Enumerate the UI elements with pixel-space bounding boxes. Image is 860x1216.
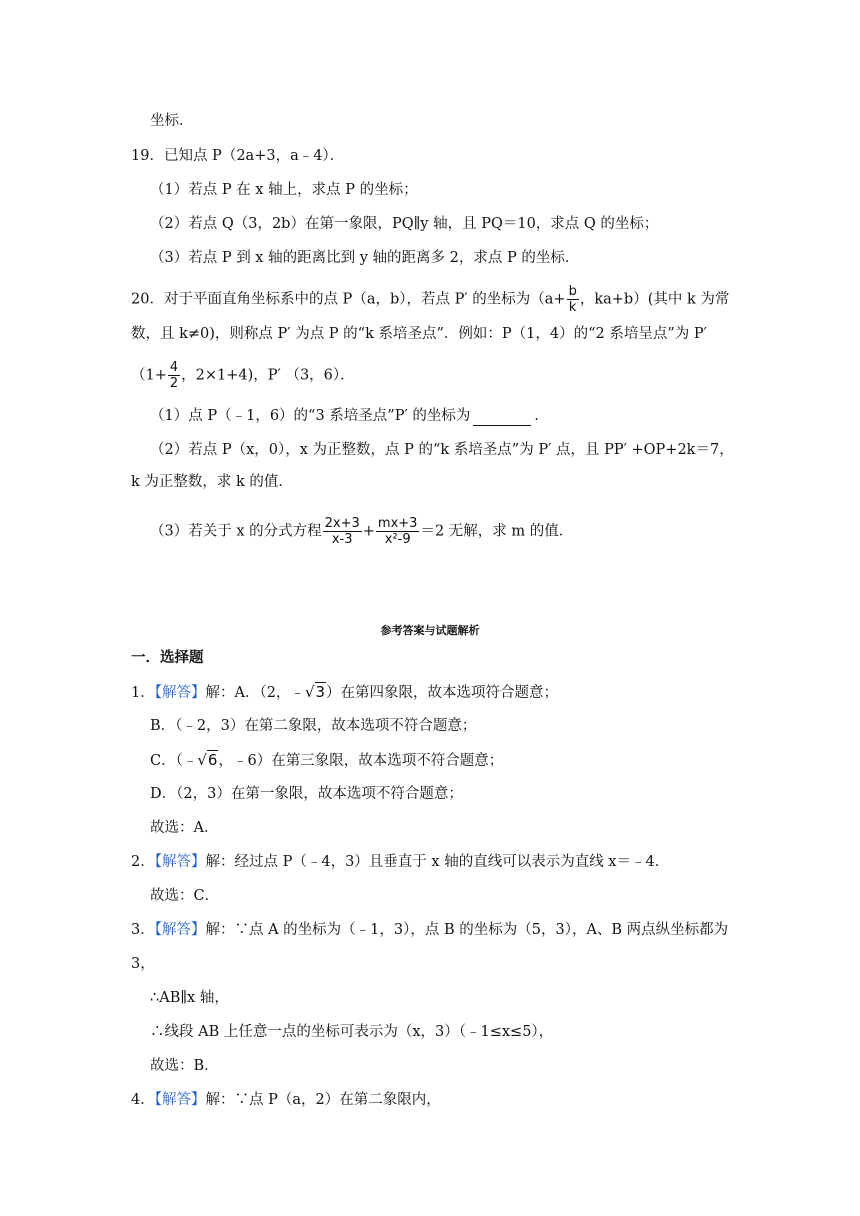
question-19-stem: 19．已知点 P（2a+3，a﹣4）． [131, 148, 345, 164]
answer-1-line-5: 故选：A． [150, 820, 219, 836]
fraction-mx3-over-x2-9: $\frac{mx+3}{\text{x²-9}}$ [377, 516, 418, 547]
answer-3-line-2: 3， [131, 956, 155, 972]
answer-tag: 【解答】 [154, 854, 206, 870]
answer-2-line-2: 故选：C． [150, 888, 220, 904]
answer-1-line-1: 1．【解答】解：A．（2，﹣√3）在第四象限，故本选项符合题意； [131, 683, 559, 701]
question-20-part-3: （3）若关于 x 的分式方程 $\frac{2x+3}{x-3}$ + $\frac{mx+3}{\text{x²-9}}$ ＝2 无解，求 m 的值． [150, 516, 574, 547]
question-number: 20． [131, 291, 164, 308]
question-number: 19． [131, 148, 164, 164]
answers-title: 参考答案与试题解析 [380, 624, 480, 637]
answer-3-line-4: ∴线段 AB 上任意一点的坐标可表示为（x，3）（﹣1≤x≤5）， [150, 1024, 554, 1040]
fraction-2x3-over-x3: $\frac{2x+3}{x-3}$ [324, 516, 360, 547]
question-20-line-3: （1+ $\frac{4}{2}$ ，2×1+4)，P′ （3，6）． [131, 360, 355, 391]
fraction-4-over-2: $\frac{4}{2}$ [169, 360, 179, 391]
question-19-part-3: （3）若点 P 到 x 轴的距离比到 y 轴的距离多 2，求点 P 的坐标． [150, 250, 580, 266]
answer-3-line-3: ∴AB∥x 轴， [150, 990, 229, 1006]
section-heading: 一．选择题 [131, 650, 204, 666]
question-20-line-2: 数，且 k≠0)，则称点 P′ 为点 P 的“k 系培圣点”．例如：P（1，4）的“2 系培呈点”为 P′ [131, 326, 707, 342]
answer-3-line-1: 3．【解答】解：∵点 A 的坐标为（﹣1，3），点 B 的坐标为（5，3），A、B 两点纵坐标都为 [131, 922, 729, 938]
answer-4-line-1: 4．【解答】解：∵点 P（a，2）在第二象限内， [131, 1092, 441, 1108]
answer-tag: 【解答】 [154, 1092, 206, 1108]
sqrt-3: √3 [304, 683, 326, 701]
question-19-part-1: （1）若点 P 在 x 轴上，求点 P 的坐标； [150, 182, 418, 198]
question-20-part-2-line-2: k 为正整数，求 k 的值． [131, 474, 293, 490]
sqrt-6: √6 [197, 751, 218, 769]
question-20-line-1: 20．对于平面直角坐标系中的点 P（a，b），若点 P′ 的坐标为（a+ $\frac{b}{k}$ ，ka+b）(其中 k 为常 [131, 284, 730, 315]
answer-1-line-3: C．（﹣√6，﹣6）在第三象限，故本选项不符合题意； [150, 751, 504, 769]
prev-question-tail: 坐标． [150, 113, 194, 129]
question-20-part-2-line-1: （2）若点 P（x，0），x 为正整数，点 P 的“k 系培圣点”为 P′ 点，且 PP′ +OP+2k＝7， [150, 442, 734, 458]
answer-1-line-2: B．（﹣2，3）在第二象限，故本选项不符合题意； [150, 718, 477, 734]
answer-tag: 【解答】 [154, 685, 206, 701]
answer-1-line-4: D．（2，3）在第一象限，故本选项不符合题意； [150, 786, 463, 802]
answer-2-line-1: 2．【解答】解：经过点 P（﹣4，3）且垂直于 x 轴的直线可以表示为直线 x＝﹣4． [131, 854, 670, 870]
question-19-part-2: （2）若点 Q（3，2b）在第一象限，PQ∥y 轴，且 PQ＝10，求点 Q 的坐标； [150, 216, 659, 232]
answer-blank [473, 411, 531, 426]
answer-tag: 【解答】 [154, 922, 206, 938]
answer-3-line-5: 故选：B． [150, 1058, 219, 1074]
question-20-part-1: （1）点 P（﹣1，6）的“3 系培圣点”P′ 的坐标为 ． [150, 408, 549, 424]
fraction-b-over-k: $\frac{b}{k}$ [568, 284, 577, 315]
